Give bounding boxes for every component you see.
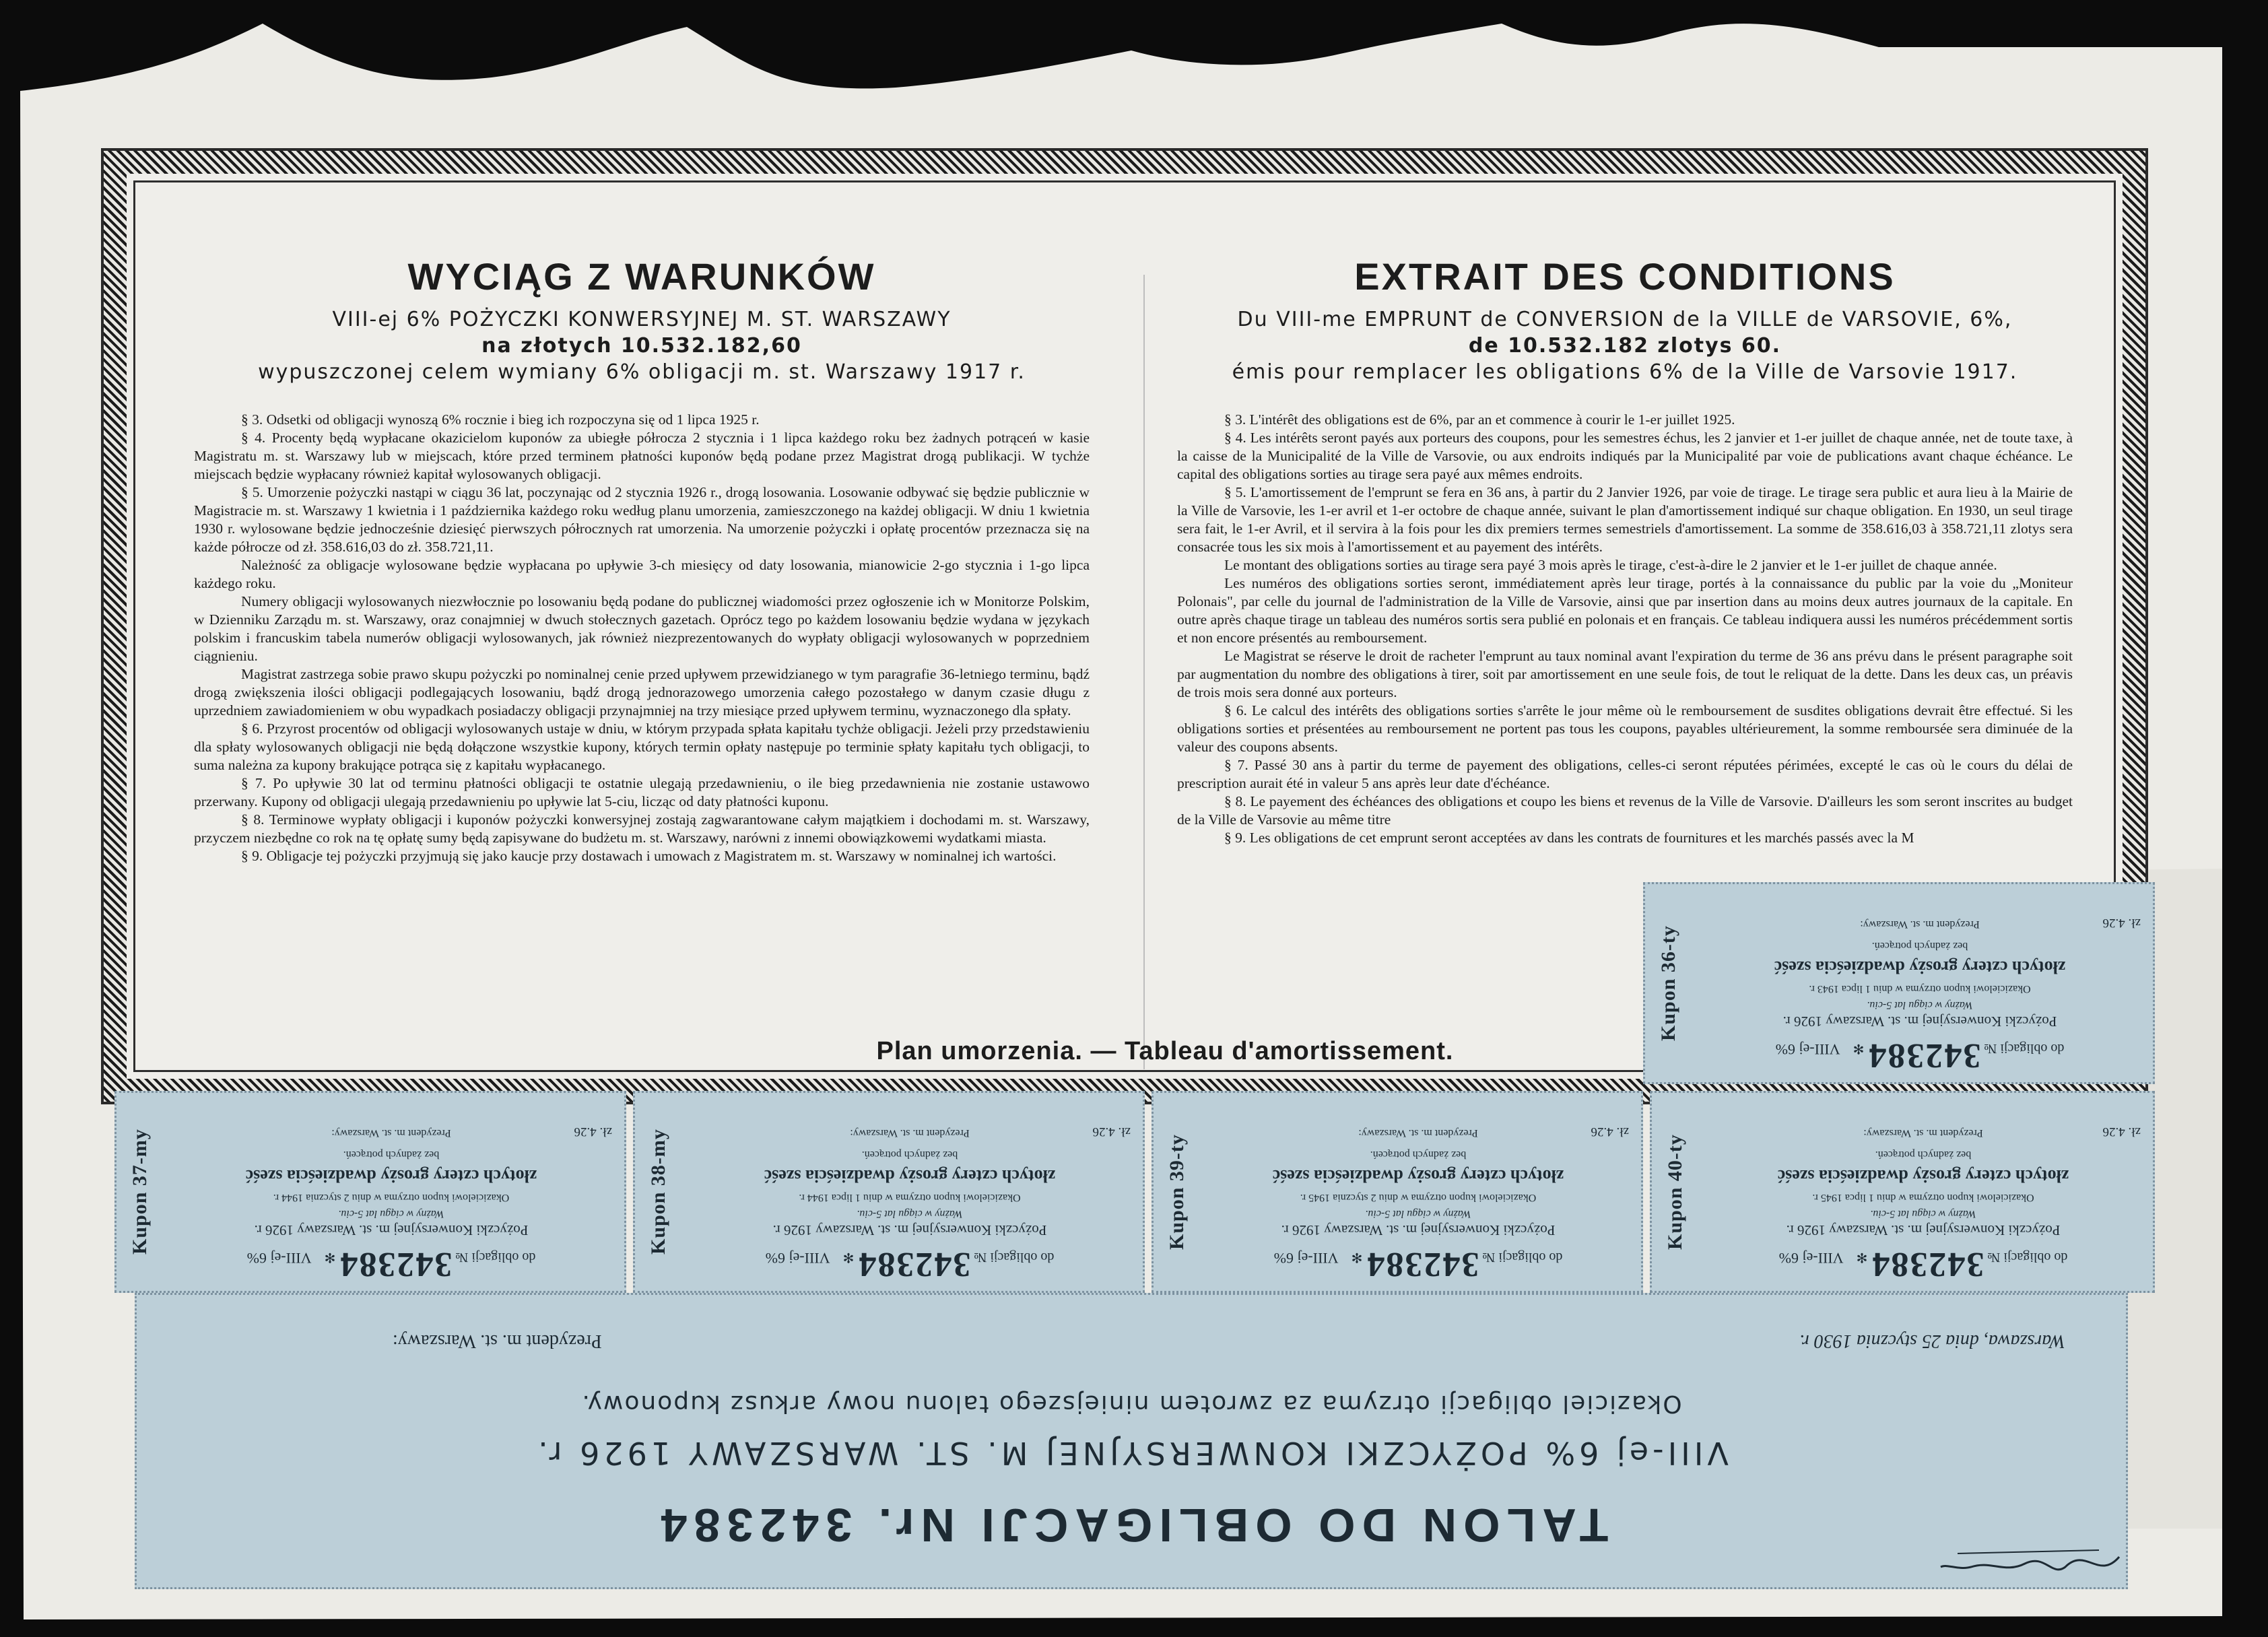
coupon-validity: Ważny w ciągu lat 5-ciu. [1870, 1208, 1976, 1220]
polish-paragraph: Numery obligacji wylosowanych niezwłocznie po losowaniu będą podane do publicznej wiadomości przez ogłoszenie ich w Monitorze Polskim, w Dzienniku Zarządu m. st. Warszawy, oraz conajmniej w dwuch stołecznych gazetach. Oprócz tego po każdem losowaniu będzie wydana w językach polskim i francuskim tabela numerów obligacji wylosowanych, jak również niezprezentowanych do wypłaty obligacji wylosowanych w poprzedniem ciągnieniu. [194, 593, 1090, 664]
coupon-signature-label: Prezydent m. st. Warszawy: [1860, 918, 1980, 930]
polish-paragraph: § 5. Umorzenie pożyczki nastąpi w ciągu 36 lat, poczynając od 2 stycznia 1926 r., drogą losowania. Losowanie odbywać się będzie publicznie w Magistracie m. st. Warszawy 1 kwietnia i 1 października każdego roku według planu umorzenia, zamieszczonego na każdej obligacji. W dniu 1 kwietnia 1930 r. wylosowane będzie jednocześnie dziesięć pierwszych półrocznych rat umorzenia. Na umorzenie pożyczki i opłatę procentów przeznacza się na każde półrocze od zł. 358.616,03 do zł. 358.721,11. [194, 484, 1090, 555]
coupon-serial-line: do obligacji № 342384 ✻ VIII-ej 6% [1775, 1036, 2065, 1075]
polish-paragraph: § 4. Procenty będą wypłacane okazicielom kuponów za ubiegłe półrocza 2 stycznia i 1 lipca każdego roku bez żadnych potrąceń w kasie Magistratu m. st. Warszawy lub w miejscach, które przed terminem płatności kuponów będą podane przez Magistrat drogą publikacji. W tychże miejscach będzie wypłacany również kapitał wylosowanych obligacji. [194, 430, 1090, 482]
french-paragraph: Le montant des obligations sorties au tirage sera payé 3 mois après le tirage, c'est-à-dire le 2 janvier et le 1-er juillet de chaque année. [1224, 557, 1997, 573]
coupon-value: zł. 4.26 [2102, 1125, 2141, 1139]
french-purpose-line: émis pour remplacer les obligations 6% de la Ville de Varsovie 1917. [1232, 360, 2018, 384]
polish-paragraph: Należność za obligacje wylosowane będzie wypłacana po upływie 3-ch miesięcy od daty losowania, mianowicie 2-go stycznia i 1-go lipca każdego roku. [194, 557, 1090, 591]
coupon-number: 342384 [339, 1245, 453, 1283]
coupon-signature-label: Prezydent m. st. Warszawy: [1358, 1127, 1478, 1139]
polish-paragraph: § 8. Terminowe wypłaty obligacji i kuponów pożyczki konwersyjnej zostają zagwarantowane całym majątkiem i dochodami m. st. Warszawy, przyczem niezbędne co rok na tę opłatę sumy będą zapisywane do budżetu m. st. Warszawy, narówni z innemi obowiązkowemi wydatkami miasta. [194, 811, 1090, 846]
talon-signature-label: Prezydent m. st. Warszawy: [393, 1331, 602, 1351]
coupon-36[interactable] [1643, 882, 2155, 1084]
polish-paragraph: § 3. Odsetki od obligacji wynoszą 6% rocznie i bieg ich rozpoczyna się od 1 lipca 1925 r. [241, 411, 760, 428]
coupon-37[interactable] [114, 1091, 626, 1293]
coupon-validity: Ważny w ciągu lat 5-ciu. [1867, 999, 1973, 1011]
coupon-validity: Ważny w ciągu lat 5-ciu. [1365, 1208, 1471, 1220]
coupon-serial-line: do obligacji № 342384 ✻ VIII-ej 6% [1778, 1245, 2068, 1283]
coupon-loan: Pożyczki Konwersyjnej m. st. Warszawy 1926 r. [1782, 1013, 2057, 1030]
coupon-payable: Okazicielowi kupon otrzyma w dniu 2 stycznia 1944 r. [273, 1192, 510, 1203]
coupon-amount-words: złotych cztery grosży dwadzieścia sześć [245, 1166, 537, 1186]
french-paragraph: § 9. Les obligations de cet emprunt seront acceptées av dans les contrats de fournitures et les marchés passés avec la M [1224, 830, 1914, 846]
talon[interactable] [135, 1293, 2128, 1589]
polish-paragraph: § 6. Przyrost procentów od obligacji wylosowanych ustaje w dniu, w którym przypada spłata kapitału tychże obligacji. Jeżeli przy przedstawieniu dla spłaty wylosowanych obligacji nie będą dołączone wszystkie kupony, których termin opłaty następuje po terminie spłaty kapitału tych obligacji, to suma należna za kupony brakujące potrąca się z kapitału wypłacanego. [194, 721, 1090, 773]
coupon-payable: Okazicielowi kupon otrzyma w dniu 1 lipca 1945 r. [1812, 1192, 2034, 1203]
bond-sheet [20, 13, 2222, 1623]
amortisation-plan-heading: Plan umorzenia. — Tableau d'amortissement. [876, 1037, 1454, 1065]
polish-conditions [194, 255, 1090, 865]
coupon-no-deductions: bez żadnych potrąceń. [1875, 1149, 1972, 1160]
coupon-serial-line: do obligacji № 342384 ✻ VIII-ej 6% [246, 1245, 536, 1283]
column-divider [1143, 275, 1145, 1069]
coupon-no-deductions: bez żadnych potrąceń. [861, 1149, 958, 1160]
coupon-value: zł. 4.26 [1591, 1125, 1629, 1139]
coupon-amount-words: złotych cztery grosży dwadzieścia sześć [764, 1166, 1056, 1186]
coupon-label: Kupon 38-my [647, 1129, 669, 1255]
coupon-no-deductions: bez żadnych potrąceń. [1871, 940, 1968, 951]
coupon-serial-line: do obligacji № 342384 ✻ VIII-ej 6% [765, 1245, 1055, 1283]
coupon-40[interactable] [1650, 1091, 2155, 1293]
coupon-value: zł. 4.26 [1092, 1125, 1131, 1139]
polish-paragraph: Magistrat zastrzega sobie prawo skupu pożyczki po nominalnej cenie przed upływem przewidzianego w tym paragrafie 36-letniego terminu, bądź drogą zwiększenia ilości obligacji podlegających losowaniu, bądź drogą jednorazowego umorzenia całego pozostałego w danym czasie długu z uprzedniem zawiadomieniem w obu wypadkach posiadaczy obligacji przynajmniej na trzy miesiące przed upływem terminu, wyznaczonego dla spłaty. [194, 666, 1090, 719]
french-paragraph: Les numéros des obligations sorties seront, immédiatement après leur tirage, portés à la connaissance du public par la voie du „Moniteur Polonais", par celle du journal de l'administration de la Ville de Varsovie, ainsi que par insertion dans au moins deux autres journaux de la capitale. En outre après chaque tirage un tableau des numéros sortis sera publié en polonais et en français. Ce tableau indiquera aussi les numéros précédemment sortis et non encore présentés au remboursement. [1177, 575, 2073, 646]
coupon-number: 342384 [1871, 1245, 1984, 1283]
coupon-number: 342384 [1867, 1036, 1981, 1075]
polish-loan-line: VIII-ej 6% POŻYCZKI KONWERSYJNEJ M. ST. WARSZAWY [332, 308, 952, 331]
french-paragraph: § 5. L'amortissement de l'emprunt se fera en 36 ans, à partir du 2 Janvier 1926, par voie de tirage. Le tirage sera public et aura lieu à la Mairie de la Ville de Varsovie, les 1-er avril et 1-er octobre de chaque année, suivant le plan d'amortissement indiqué sur chaque obligation. En 1930, un seul tirage sera fait, le 1-er Avril, et il servira à la fois pour les dix premiers termes semestriels d'amortissement. La somme de 358.616,03 à 358.721,11 zlotys sera consacrée tous les six mois à l'amortissement et au payement des intérêts. [1177, 484, 2073, 555]
coupon-signature-label: Prezydent m. st. Warszawy: [331, 1127, 451, 1139]
coupon-label: Kupon 36-ty [1657, 925, 1679, 1041]
coupon-loan: Pożyczki Konwersyjnej m. st. Warszawy 1926 r. [1786, 1222, 2061, 1238]
coupon-signature-label: Prezydent m. st. Warszawy: [1863, 1127, 1983, 1139]
coupon-label: Kupon 39-ty [1166, 1134, 1188, 1250]
polish-paragraph: § 9. Obligacje tej pożyczki przyjmują się jako kaucje przy dostawach i umowach z Magistratem m. st. Warszawy w nominalnej ich wartości. [241, 848, 1057, 864]
talon-loan: VIII-ej 6% POŻYCZKI KONWERSYJNEJ M. ST. WARSZAWY 1926 r. [534, 1435, 1729, 1471]
coupon-label: Kupon 40-ty [1664, 1134, 1686, 1250]
coupon-no-deductions: bez żadnych potrąceń. [343, 1149, 440, 1160]
coupon-loan: Pożyczki Konwersyjnej m. st. Warszawy 1926 r. [772, 1222, 1047, 1238]
french-loan-line: Du VIII-me EMPRUNT de CONVERSION de la VILLE de VARSOVIE, 6%, [1237, 308, 2013, 331]
coupon-amount-words: złotych cztery grosży dwadzieścia sześć [1272, 1166, 1564, 1186]
polish-paragraph: § 7. Po upływie 30 lat od terminu płatności obligacji te ostatnie ulegają przedawnieniu, o ile bieg przedawnienia nie zostanie ustawowo przerwany. Kupony od obligacji ulegają przedawnieniu po upływie lat 5-ciu, licząc od daty płatności kuponu. [194, 775, 1090, 809]
coupon-payable: Okazicielowi kupon otrzyma w dniu 2 stycznia 1945 r. [1300, 1192, 1537, 1203]
french-conditions [1177, 255, 2073, 847]
coupon-loan: Pożyczki Konwersyjnej m. st. Warszawy 1926 r. [1281, 1222, 1556, 1238]
coupon-serial-line: do obligacji № 342384 ✻ VIII-ej 6% [1273, 1245, 1563, 1283]
coupon-number: 342384 [1366, 1245, 1479, 1283]
coupon-payable: Okazicielowi kupon otrzyma w dniu 1 lipca 1943 r. [1809, 983, 2031, 995]
coupon-amount-words: złotych cztery grosży dwadzieścia sześć [1774, 958, 2066, 977]
signature-scrawl-icon [1937, 1540, 2126, 1587]
coupon-validity: Ważny w ciągu lat 5-ciu. [857, 1208, 963, 1220]
polish-title: WYCIĄG Z WARUNKÓW [407, 255, 876, 298]
french-paragraph: § 3. L'intérêt des obligations est de 6%, par an et commence à courir le 1-er juillet 1925. [1224, 411, 1735, 428]
french-paragraph: § 8. Le payement des échéances des obligations et coupo les biens et revenus de la Ville de Varsovie. D'ailleurs les som seront inscrites au budget de la Ville de Varsovie au même titre [1177, 793, 2073, 828]
french-paragraphs [1177, 411, 2073, 847]
french-amount-line: de 10.532.182 zlotys 60. [1468, 334, 1782, 358]
coupon-value: zł. 4.26 [574, 1125, 612, 1139]
polish-amount-line: na złotych 10.532.182,60 [481, 334, 802, 358]
coupon-loan: Pożyczki Konwersyjnej m. st. Warszawy 1926 r. [254, 1222, 529, 1238]
talon-title: TALON DO OBLIGACJI Nr. 342384 [654, 1499, 1609, 1551]
talon-note: Okaziciel obligacji otrzyma za zwrotem niniejszego talonu nowy arkusz kuponowy. [580, 1390, 1682, 1417]
coupon-38[interactable] [633, 1091, 1145, 1293]
french-title: EXTRAIT DES CONDITIONS [1354, 255, 1896, 298]
coupon-number: 342384 [857, 1245, 971, 1283]
polish-purpose-line: wypuszczonej celem wymiany 6% obligacji m. st. Warszawy 1917 r. [258, 360, 1026, 384]
french-paragraph: § 6. Le calcul des intérêts des obligations sorties s'arrête le jour même où le remboursement de susdites obligations devrait être effectué. Si les obligations sorties et présentées au remboursement ne portent pas tous les coupons, payables ultérieurement, la somme remboursée sera diminuée de la valeur des coupons absents. [1177, 702, 2073, 755]
coupon-amount-words: złotych cztery grosży dwadzieścia sześć [1777, 1166, 2069, 1186]
polish-paragraphs [194, 411, 1090, 865]
coupon-39[interactable] [1152, 1091, 1643, 1293]
talon-date: Warszawa, dnia 25 stycznia 1930 r. [1799, 1331, 2065, 1351]
coupon-label: Kupon 37-my [129, 1129, 151, 1255]
coupon-signature-label: Prezydent m. st. Warszawy: [850, 1127, 970, 1139]
french-paragraph: § 4. Les intérêts seront payés aux porteurs des coupons, pour les semestres échus, les 2 janvier et 1-er juillet de chaque année, net de toute taxe, à la caisse de la Municipalité de la Ville de Varsovie, ou aux endroits indiqués par la Municipalité par voie de publications avant chaque échéance. Le capital des obligations sorties au tirage sera payé aux mêmes endroits. [1177, 430, 2073, 482]
coupon-no-deductions: bez żadnych potrąceń. [1370, 1149, 1467, 1160]
coupon-validity: Ważny w ciągu lat 5-ciu. [338, 1208, 444, 1220]
coupon-value: zł. 4.26 [2102, 916, 2141, 930]
coupon-payable: Okazicielowi kupon otrzyma w dniu 1 lipca 1944 r. [799, 1192, 1021, 1203]
french-paragraph: § 7. Passé 30 ans à partir du terme de payement des obligations, celles-ci seront réputées périmées, excepté le cas où le cours du délai de prescription aurait été in valeur 5 ans après leur date d'échéance. [1177, 757, 2073, 791]
french-paragraph: Le Magistrat se réserve le droit de racheter l'emprunt au taux nominal avant l'expiration du terme de 36 ans prévu dans le présent paragraphe soit par augmentation du nombre des obligations à tirer, soit par amortissement en une seule fois, de tout le reliquat de la dette. Dans les deux cas, un préavis de trois mois sera donné aux porteurs. [1177, 648, 2073, 700]
